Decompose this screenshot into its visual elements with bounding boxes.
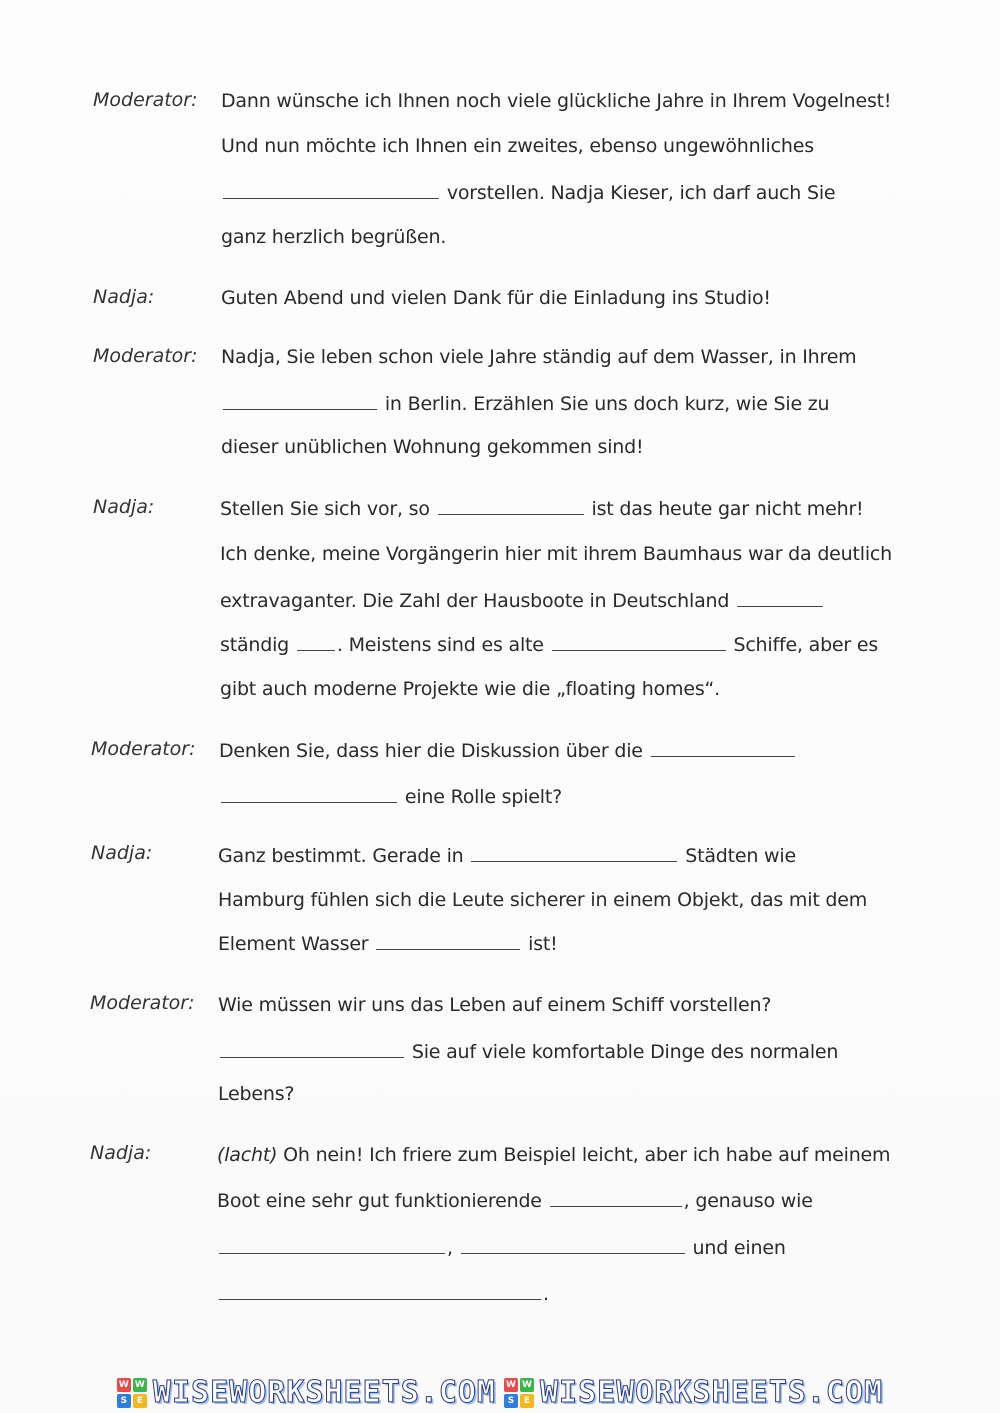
dialogue-line	[220, 496, 863, 521]
dialogue-text: Element Wasser	[218, 933, 369, 955]
brand-wordmark: WISEWORKSHEETS.COM	[152, 1375, 496, 1410]
dialogue-line	[219, 738, 797, 763]
dialogue-line: Lebens?	[218, 1083, 295, 1105]
dialogue-text: Stellen Sie sich vor, so	[220, 498, 430, 520]
dialogue-line	[220, 632, 878, 657]
speaker-moderator: Moderator:	[93, 89, 198, 111]
fill-in-blank[interactable]	[376, 931, 520, 950]
fill-in-blank[interactable]	[297, 632, 335, 651]
fill-in-blank[interactable]	[223, 180, 439, 199]
dialogue-text: Boot eine sehr gut funktionierende	[217, 1190, 542, 1212]
dialogue-line	[217, 1235, 786, 1260]
dialogue-text: vorstellen. Nadja Kieser, ich darf auch Sie	[446, 182, 836, 204]
dialogue-line	[217, 1281, 549, 1306]
dialogue-text: Denken Sie, dass hier die Diskussion über die	[219, 740, 643, 762]
dialogue-text: , genauso wie	[683, 1190, 813, 1212]
logo-squares-icon: W W S E	[117, 1378, 147, 1408]
dialogue-line	[218, 843, 796, 868]
dialogue-text: Oh nein! Ich friere zum Beispiel leicht, aber ich habe auf meinem	[283, 1144, 891, 1166]
dialogue-line: ganz herzlich begrüßen.	[221, 226, 447, 248]
footer-watermark	[0, 1372, 1000, 1413]
dialogue-line: Wie müssen wir uns das Leben auf einem Schiff vorstellen?	[218, 994, 772, 1016]
dialogue-text: ist!	[528, 933, 558, 955]
fill-in-blank[interactable]	[220, 1039, 404, 1058]
speaker-nadja: Nadja:	[90, 1142, 152, 1164]
dialogue-text: ist das heute gar nicht mehr!	[591, 498, 864, 520]
dialogue-text: Ganz bestimmt. Gerade in	[218, 845, 464, 867]
stage-direction: (lacht)	[217, 1144, 278, 1166]
dialogue-text: Sie auf viele komfortable Dinge des normalen	[411, 1041, 839, 1063]
dialogue-line: Guten Abend und vielen Dank für die Einladung ins Studio!	[221, 287, 771, 309]
speaker-moderator: Moderator:	[93, 345, 198, 367]
dialogue-line	[221, 180, 835, 205]
fill-in-blank[interactable]	[219, 1281, 541, 1300]
fill-in-blank[interactable]	[471, 843, 677, 862]
dialogue-text: ,	[447, 1237, 453, 1259]
speaker-nadja: Nadja:	[93, 496, 155, 518]
dialogue-line: dieser unüblichen Wohnung gekommen sind!	[221, 436, 644, 458]
dialogue-text: .	[543, 1283, 549, 1305]
dialogue-text: . Meistens sind es alte	[336, 634, 544, 656]
brand-logo	[117, 1375, 496, 1410]
dialogue-line: Dann wünsche ich Ihnen noch viele glückliche Jahre in Ihrem Vogelnest!	[221, 90, 892, 112]
brand-logo	[504, 1375, 883, 1410]
fill-in-blank[interactable]	[550, 1188, 682, 1207]
fill-in-blank[interactable]	[221, 784, 397, 803]
dialogue-text: eine Rolle spielt?	[404, 786, 562, 808]
dialogue-line	[217, 1188, 813, 1213]
brand-wordmark: WISEWORKSHEETS.COM	[540, 1375, 884, 1410]
dialogue-line	[217, 1143, 890, 1167]
fill-in-blank[interactable]	[461, 1235, 685, 1254]
fill-in-blank[interactable]	[219, 1235, 445, 1254]
dialogue-line: Nadja, Sie leben schon viele Jahre ständig auf dem Wasser, in Ihrem	[221, 346, 857, 368]
dialogue-line: gibt auch moderne Projekte wie die „floating homes“.	[220, 678, 721, 700]
dialogue-line	[220, 588, 825, 613]
speaker-nadja: Nadja:	[93, 286, 155, 308]
logo-squares-icon: W W S E	[504, 1378, 534, 1408]
fill-in-blank[interactable]	[737, 588, 823, 607]
fill-in-blank[interactable]	[552, 632, 726, 651]
dialogue-text: Schiffe, aber es	[733, 634, 879, 656]
dialogue-line: Ich denke, meine Vorgängerin hier mit ihrem Baumhaus war da deutlich	[220, 543, 893, 565]
dialogue-text: ständig	[220, 634, 290, 656]
dialogue-line	[221, 391, 829, 416]
dialogue-line: Und nun möchte ich Ihnen ein zweites, ebenso ungewöhnliches	[221, 135, 814, 157]
speaker-moderator: Moderator:	[91, 738, 196, 760]
dialogue-line	[219, 784, 562, 809]
speaker-moderator: Moderator:	[90, 992, 195, 1014]
fill-in-blank[interactable]	[223, 391, 377, 410]
dialogue-text: extravaganter. Die Zahl der Hausboote in Deutschland	[220, 590, 730, 612]
dialogue-line	[218, 1039, 838, 1064]
dialogue-text: in Berlin. Erzählen Sie uns doch kurz, wie Sie zu	[384, 393, 830, 415]
speaker-nadja: Nadja:	[91, 842, 153, 864]
fill-in-blank[interactable]	[438, 496, 584, 515]
dialogue-line: Hamburg fühlen sich die Leute sicherer in einem Objekt, das mit dem	[218, 889, 868, 911]
dialogue-text: Städten wie	[685, 845, 796, 867]
fill-in-blank[interactable]	[651, 738, 795, 757]
dialogue-text: und einen	[692, 1237, 786, 1259]
dialogue-line	[218, 931, 558, 956]
